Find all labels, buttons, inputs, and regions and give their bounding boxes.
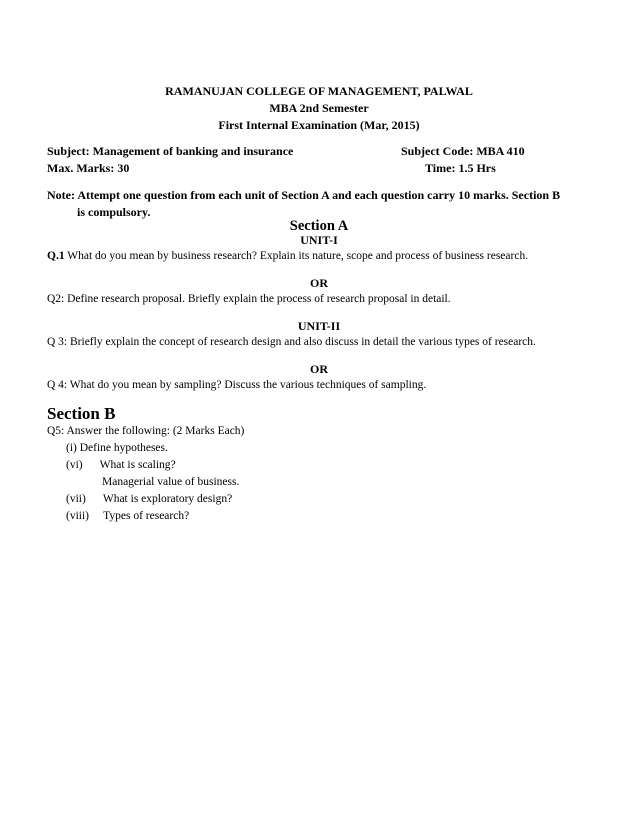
unit-1-heading: UNIT-I xyxy=(300,233,338,247)
section-b-item-3: Managerial value of business. xyxy=(102,476,240,488)
unit-2-heading: UNIT-II xyxy=(297,319,341,333)
or-separator-2: OR xyxy=(310,362,328,376)
exam-title: First Internal Examination (Mar, 2015) xyxy=(218,118,420,132)
or-separator-1: OR xyxy=(310,276,328,290)
question-1-text: What do you mean by business research? Explain its nature, scope and process of business research. xyxy=(67,250,529,262)
section-b-title: Section B xyxy=(47,404,116,423)
program-name: MBA 2nd Semester xyxy=(269,101,369,115)
question-1 xyxy=(47,250,528,262)
question-3: Q 3: Briefly explain the concept of research design and also discuss in detail the various types of research. xyxy=(47,336,536,348)
section-b-item-1: (i) Define hypotheses. xyxy=(66,442,168,454)
subject-code: Subject Code: MBA 410 xyxy=(401,144,525,158)
section-b-item-4: (vii) What is exploratory design? xyxy=(66,493,233,505)
subject-name: Subject: Management of banking and insurance xyxy=(47,144,294,158)
note-line-2: is compulsory. xyxy=(77,205,151,219)
exam-time: Time: 1.5 Hrs xyxy=(425,161,496,175)
section-b-item-2: (vi) What is scaling? xyxy=(66,459,176,471)
question-1-label: Q.1 xyxy=(47,250,65,262)
question-5: Q5: Answer the following: (2 Marks Each) xyxy=(47,425,245,437)
max-marks: Max. Marks: 30 xyxy=(47,161,130,175)
college-name: RAMANUJAN COLLEGE OF MANAGEMENT, PALWAL xyxy=(165,84,473,98)
question-2: Q2: Define research proposal. Briefly explain the process of research proposal in detail. xyxy=(47,293,451,305)
note-line-1: Note: Attempt one question from each unit of Section A and each question carry 10 marks. Section B xyxy=(47,188,561,202)
question-4: Q 4: What do you mean by sampling? Discuss the various techniques of sampling. xyxy=(47,379,427,391)
section-b-item-5: (viii) Types of research? xyxy=(66,510,190,522)
section-a-title: Section A xyxy=(289,218,349,234)
